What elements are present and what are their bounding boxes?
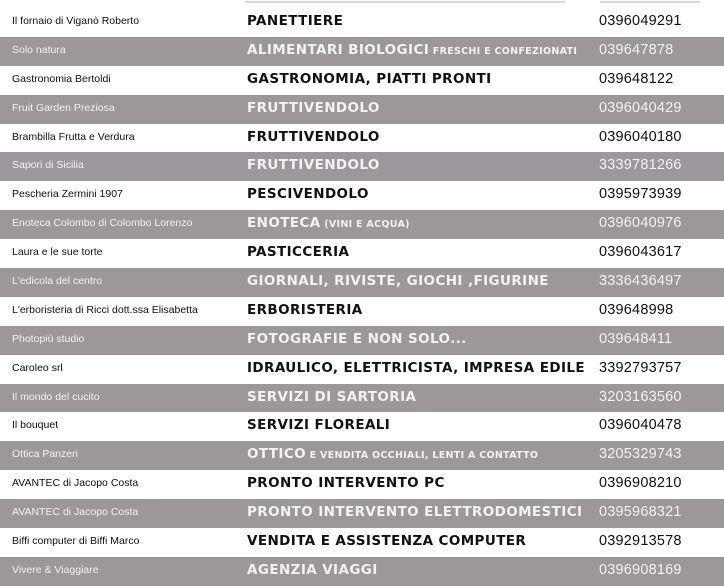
business-name: Il mondo del cucito	[12, 390, 100, 403]
cropped-text-fragment	[245, 1, 565, 3]
phone-number: 0392913578	[599, 533, 682, 550]
business-category: PASTICCERIA	[247, 244, 350, 261]
business-category: ENOTECA (VINI E ACQUA)	[247, 215, 410, 232]
directory-table	[0, 8, 724, 586]
business-name: Solo natura	[12, 43, 66, 56]
business-name: Pescheria Zermini 1907	[12, 188, 123, 201]
phone-number: 039648411	[599, 330, 673, 347]
table-row	[0, 326, 724, 355]
table-row	[0, 355, 724, 384]
table-row	[0, 66, 724, 95]
table-row	[0, 210, 724, 239]
business-name: L'erboristeria di Ricci dott.ssa Elisabetta	[12, 303, 198, 316]
business-name: Vivere & Viaggiare	[12, 563, 99, 576]
phone-number: 039648998	[599, 301, 674, 318]
table-row	[0, 37, 724, 66]
business-category: FRUTTIVENDOLO	[247, 157, 380, 174]
business-name: Brambilla Frutta e Verdura	[12, 130, 135, 143]
business-name: Laura e le sue torte	[12, 246, 103, 259]
table-row	[0, 557, 724, 586]
business-category: FOTOGRAFIE E NON SOLO...	[247, 330, 467, 347]
table-row	[0, 152, 724, 181]
table-row	[0, 239, 724, 268]
business-category: ALIMENTARI BIOLOGICI FRESCHI E CONFEZIONATI	[247, 41, 578, 58]
table-row	[0, 470, 724, 499]
business-name: Il bouquet	[12, 419, 59, 432]
phone-number: 0396040976	[599, 215, 682, 232]
business-name: Il fornaio di Viganò Roberto	[12, 15, 140, 27]
business-category: GASTRONOMIA, PIATTI PRONTI	[247, 70, 492, 87]
business-name: Photopiù studio	[12, 332, 85, 345]
phone-number: 3205329743	[599, 446, 682, 463]
business-category: FRUTTIVENDOLO	[247, 128, 380, 145]
table-row	[0, 499, 724, 528]
business-name: Enoteca Colombo di Colombo Lorenzo	[12, 217, 193, 230]
phone-number: 039647878	[599, 41, 674, 58]
table-row	[0, 441, 724, 470]
phone-number: 3203163560	[599, 388, 682, 405]
business-category: OTTICO E VENDITA OCCHIALI, LENTI A CONTATTO	[247, 446, 539, 463]
phone-number: 0396908169	[599, 561, 682, 578]
business-category: SERVIZI DI SARTORIA	[247, 388, 417, 405]
business-category: IDRAULICO, ELETTRICISTA, IMPRESA EDILE	[247, 359, 586, 376]
cropped-phone-fragment	[600, 1, 700, 3]
business-category: SERVIZI FLOREALI	[247, 417, 391, 434]
business-category: GIORNALI, RIVISTE, GIOCHI ,FIGURINE	[247, 273, 549, 290]
phone-number: 0395973939	[599, 186, 682, 203]
table-row	[0, 297, 724, 326]
phone-number: 3392793757	[599, 359, 682, 376]
business-category: VENDITA E ASSISTENZA COMPUTER	[247, 533, 527, 550]
phone-number: 039648122	[599, 70, 674, 87]
business-name: AVANTEC di Jacopo Costa	[12, 477, 139, 490]
table-row	[0, 181, 724, 210]
phone-number: 3336436497	[599, 273, 682, 290]
phone-number: 0396049291	[599, 13, 682, 29]
business-category: PANETTIERE	[247, 13, 344, 29]
business-category: PRONTO INTERVENTO PC	[247, 475, 445, 492]
business-name: Biffi computer di Biffi Marco	[12, 535, 140, 548]
phone-number: 0396043617	[599, 244, 682, 261]
table-row	[0, 384, 724, 413]
table-row	[0, 8, 724, 37]
phone-number: 0395968321	[599, 504, 682, 521]
table-row	[0, 528, 724, 557]
table-row	[0, 95, 724, 124]
phone-number: 0396908210	[599, 475, 682, 492]
business-category: FRUTTIVENDOLO	[247, 99, 380, 116]
business-category: PESCIVENDOLO	[247, 186, 369, 203]
business-name: Sapori di Sicilia	[12, 159, 84, 172]
phone-number: 0396040429	[599, 99, 682, 116]
business-name: Fruit Garden Preziosa	[12, 101, 115, 114]
business-name: AVANTEC di Jacopo Costa	[12, 506, 139, 519]
business-name: Gastronomia Bertoldi	[12, 72, 111, 85]
table-row	[0, 412, 724, 441]
business-name: Caroleo srl	[12, 361, 63, 374]
business-category: PRONTO INTERVENTO ELETTRODOMESTICI	[247, 504, 583, 521]
business-name: Ottica Panzeri	[12, 448, 78, 461]
phone-number: 3339781266	[599, 157, 682, 174]
business-category: ERBORISTERIA	[247, 301, 363, 318]
table-row	[0, 124, 724, 153]
business-name: L'edicola del centro	[12, 275, 103, 288]
business-category: AGENZIA VIAGGI	[247, 561, 378, 578]
table-row	[0, 268, 724, 297]
phone-number: 0396040180	[599, 128, 682, 145]
phone-number: 0396040478	[599, 417, 682, 434]
cropped-top-row	[0, 0, 724, 8]
